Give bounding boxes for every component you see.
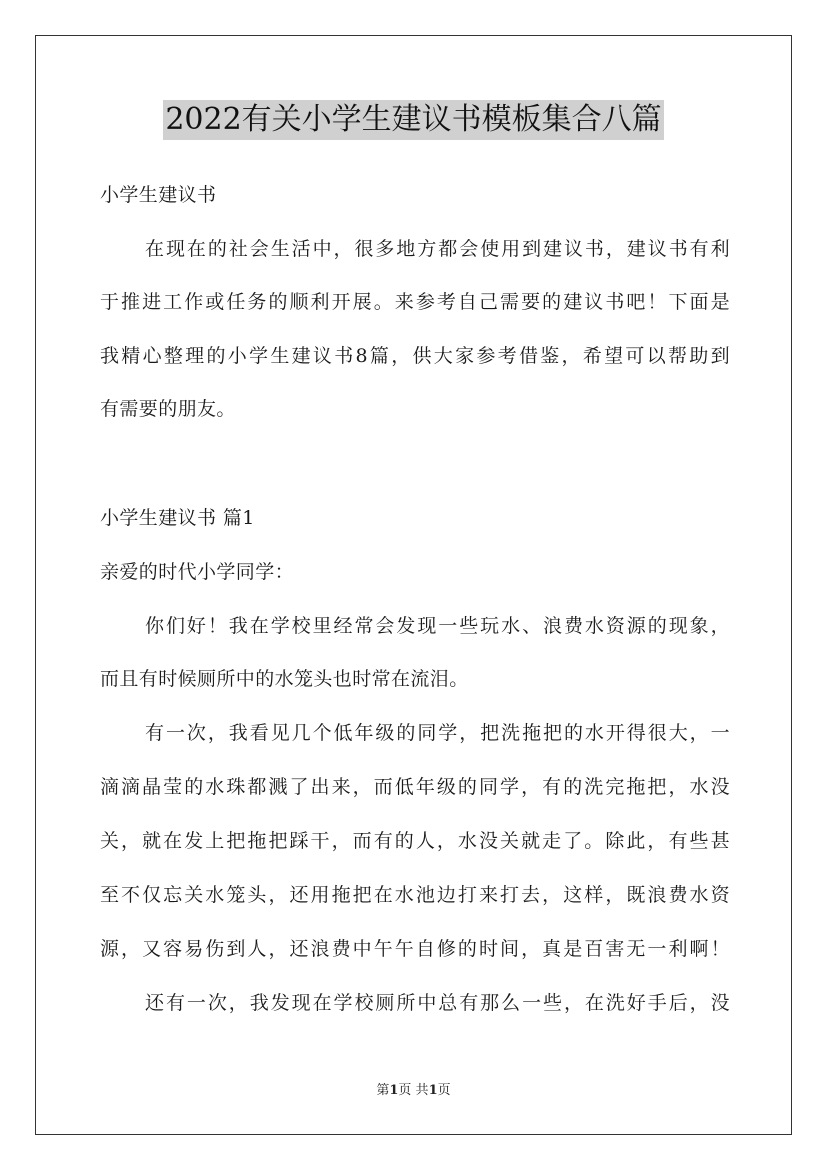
paragraph-line: 还有一次，我发现在学校厕所中总有那么一些，在洗好手后，没 xyxy=(145,992,730,1014)
page-footer xyxy=(0,1082,827,1100)
paragraph-line: 源，又容易伤到人，还浪费中午午自修的时间，真是百害无一利啊！ xyxy=(100,938,730,960)
paragraph-line: 有需要的朋友。 xyxy=(100,398,236,420)
salutation: 亲爱的时代小学同学： xyxy=(100,561,295,583)
paragraph-line: 滴滴晶莹的水珠都溅了出来，而低年级的同学，有的洗完拖把，水没 xyxy=(100,776,730,798)
paragraph-line: 有一次，我看见几个低年级的同学，把洗拖把的水开得很大，一 xyxy=(145,722,730,744)
document-title: 2022有关小学生建议书模板集合八篇 xyxy=(163,100,663,140)
paragraph-line: 至不仅忘关水笼头，还用拖把在水池边打来打去，这样，既浪费水资 xyxy=(100,884,730,906)
paragraph-line: 于推进工作或任务的顺利开展。来参考自己需要的建议书吧！下面是 xyxy=(100,291,730,313)
paragraph-line: 你们好！我在学校里经常会发现一些玩水、浪费水资源的现象， xyxy=(145,615,730,637)
paragraph-line: 在现在的社会生活中，很多地方都会使用到建议书，建议书有利 xyxy=(145,238,730,260)
footer-page-number: 1 xyxy=(389,1083,399,1098)
paragraph-line: 关，就在发上把拖把踩干，而有的人，水没关就走了。除此，有些甚 xyxy=(100,830,730,852)
footer-page-total: 1 xyxy=(428,1083,438,1098)
footer-prefix: 第 xyxy=(376,1083,390,1098)
paragraph-line: 我精心整理的小学生建议书8篇，供大家参考借鉴，希望可以帮助到 xyxy=(100,345,730,367)
footer-mid: 页 共 xyxy=(398,1083,429,1098)
title-container xyxy=(0,100,827,140)
paragraph-line: 而且有时候厕所中的水笼头也时常在流泪。 xyxy=(100,668,469,690)
heading-intro: 小学生建议书 xyxy=(100,184,217,206)
section-heading: 小学生建议书 篇1 xyxy=(100,507,255,529)
footer-suffix: 页 xyxy=(437,1083,451,1098)
